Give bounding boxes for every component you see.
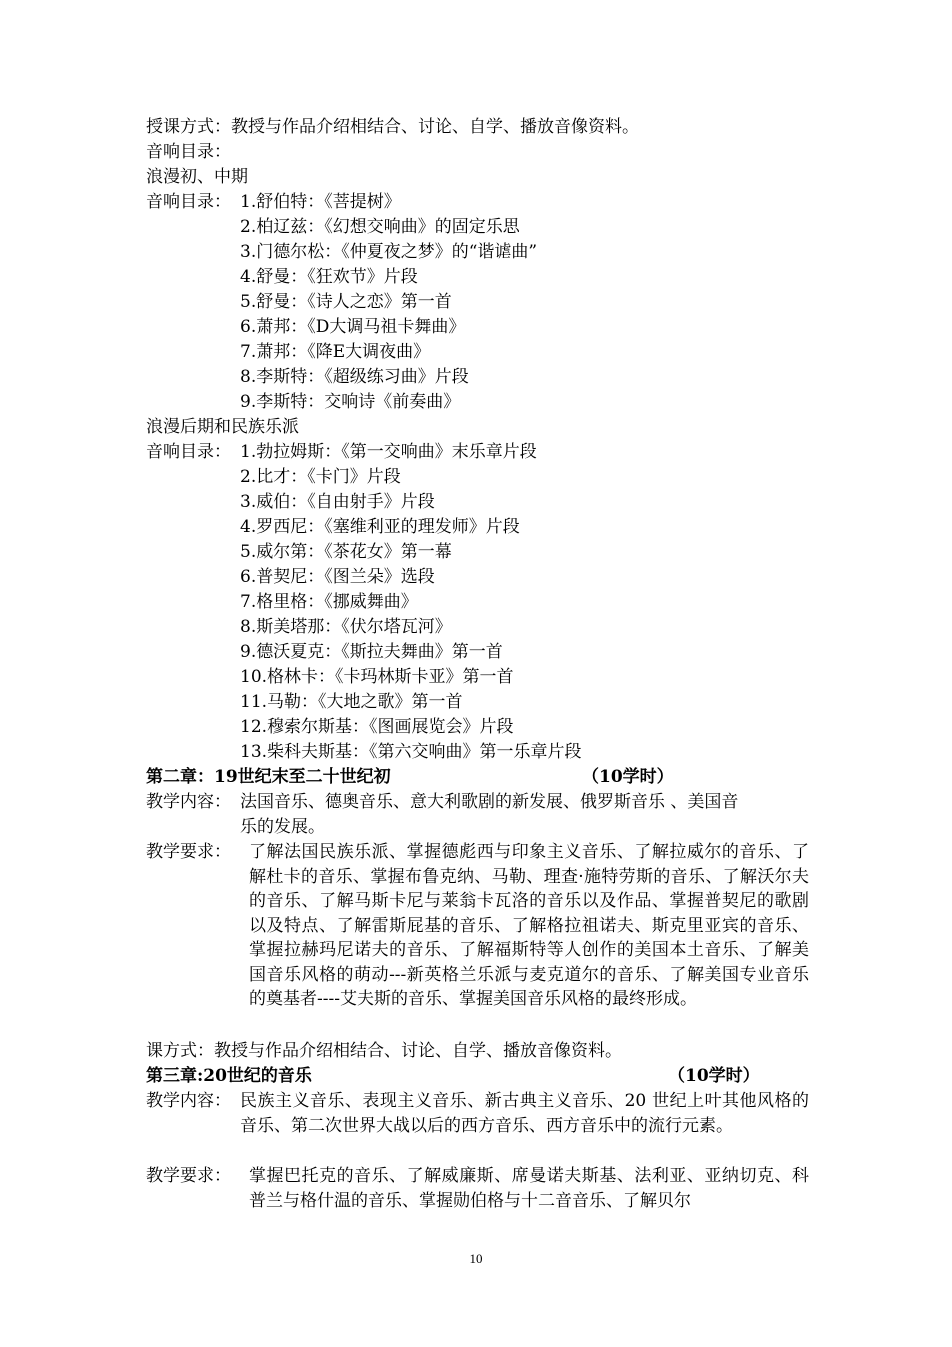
list-item: 9.李斯特：交响诗《前奏曲》: [240, 392, 461, 412]
list-item: 10.格林卡：《卡玛林斯卡亚》第一首: [240, 667, 514, 687]
list-item: 11.马勒：《大地之歌》第一首: [240, 692, 463, 712]
chapter2-title: 第二章：19世纪末至二十世纪初: [146, 767, 391, 787]
chapter3-content-text: 民族主义音乐、表现主义音乐、新古典主义音乐、20 世纪上叶其他风格的音乐、第二次世界大战以后的西方音乐、西方音乐中的流行元素。: [240, 1091, 809, 1136]
section-heading-romantic-late: 浪漫后期和民族乐派: [146, 417, 299, 437]
list-item: 6.萧邦：《D大调马祖卡舞曲》: [240, 317, 466, 337]
chapter3-content-label: 教学内容：: [146, 1091, 231, 1111]
list-item: 8.李斯特：《超级练习曲》片段: [240, 367, 469, 387]
chapter3-title: 第三章:20世纪的音乐: [146, 1066, 312, 1086]
chapter3-requirements-label: 教学要求：: [146, 1166, 231, 1186]
chapter2-hours: （10学时）: [582, 767, 674, 787]
chapter2-content-line1: 法国音乐、德奥音乐、意大利歌剧的新发展、俄罗斯音乐 、美国音: [240, 792, 739, 812]
list-item: 1.舒伯特：《菩提树》: [240, 192, 401, 212]
list-item: 4.罗西尼：《塞维利亚的理发师》片段: [240, 517, 520, 537]
chapter2-requirements-label: 教学要求：: [146, 842, 231, 862]
list-item: 7.萧邦：《降E大调夜曲》: [240, 342, 431, 362]
teaching-method-line: 授课方式：教授与作品介绍相结合、讨论、自学、播放音像资料。: [146, 117, 639, 137]
section-heading-romantic-early: 浪漫初、中期: [146, 167, 248, 187]
list-item: 4.舒曼：《狂欢节》片段: [240, 267, 418, 287]
chapter2-requirements-text: 了解法国民族乐派、掌握德彪西与印象主义音乐、了解拉威尔的音乐、了解杜卡的音乐、掌握布鲁克纳、马勒、理查·施特劳斯的音乐、了解沃尔夫的音乐、了解马斯卡尼与莱翁卡瓦洛的音乐以及作品、掌握普契尼的歌剧以及特点、了解雷斯屁基的音乐、了解格拉祖诺夫、斯克里亚宾的音乐、掌握拉赫玛尼诺夫的音乐、了解福斯特等人创作的美国本土音乐、了解美国音乐风格的萌动---新英格兰乐派与麦克道尔的音乐、了解美国专业音乐的奠基者----艾夫斯的音乐、掌握美国音乐风格的最终形成。: [249, 842, 809, 1009]
list-item: 3.门德尔松：《仲夏夜之梦》的“谐谑曲”: [240, 242, 538, 262]
list-item: 6.普契尼：《图兰朵》选段: [240, 567, 435, 587]
chapter3-requirements-text: 掌握巴托克的音乐、了解威廉斯、席曼诺夫斯基、法利亚、亚纳切克、科普兰与格什温的音乐、掌握勋伯格与十二音音乐、了解贝尔: [249, 1166, 809, 1211]
chapter3-hours: （10学时）: [668, 1066, 760, 1086]
audio-list-label: 音响目录：: [146, 442, 231, 462]
chapter2-content-line2: 乐的发展。: [240, 817, 325, 837]
audio-heading: 音响目录：: [146, 142, 231, 162]
list-item: 9.德沃夏克：《斯拉夫舞曲》第一首: [240, 642, 503, 662]
list-item: 8.斯美塔那：《伏尔塔瓦河》: [240, 617, 452, 637]
list-item: 12.穆索尔斯基：《图画展览会》片段: [240, 717, 514, 737]
list-item: 2.柏辽兹：《幻想交响曲》的固定乐思: [240, 217, 520, 237]
list-item: 5.舒曼：《诗人之恋》第一首: [240, 292, 452, 312]
list-item: 3.威伯：《自由射手》片段: [240, 492, 435, 512]
page-number: 10: [469, 1251, 483, 1266]
list-item: 1.勃拉姆斯：《第一交响曲》末乐章片段: [240, 442, 537, 462]
chapter2-content-label: 教学内容：: [146, 792, 231, 812]
chapter2-method: 课方式：教授与作品介绍相结合、讨论、自学、播放音像资料。: [146, 1041, 622, 1061]
list-item: 7.格里格：《挪威舞曲》: [240, 592, 418, 612]
list-item: 13.柴科夫斯基：《第六交响曲》第一乐章片段: [240, 742, 582, 762]
list-item: 2.比才：《卡门》片段: [240, 467, 401, 487]
list-item: 5.威尔第：《茶花女》第一幕: [240, 542, 452, 562]
audio-list-label: 音响目录：: [146, 192, 231, 212]
